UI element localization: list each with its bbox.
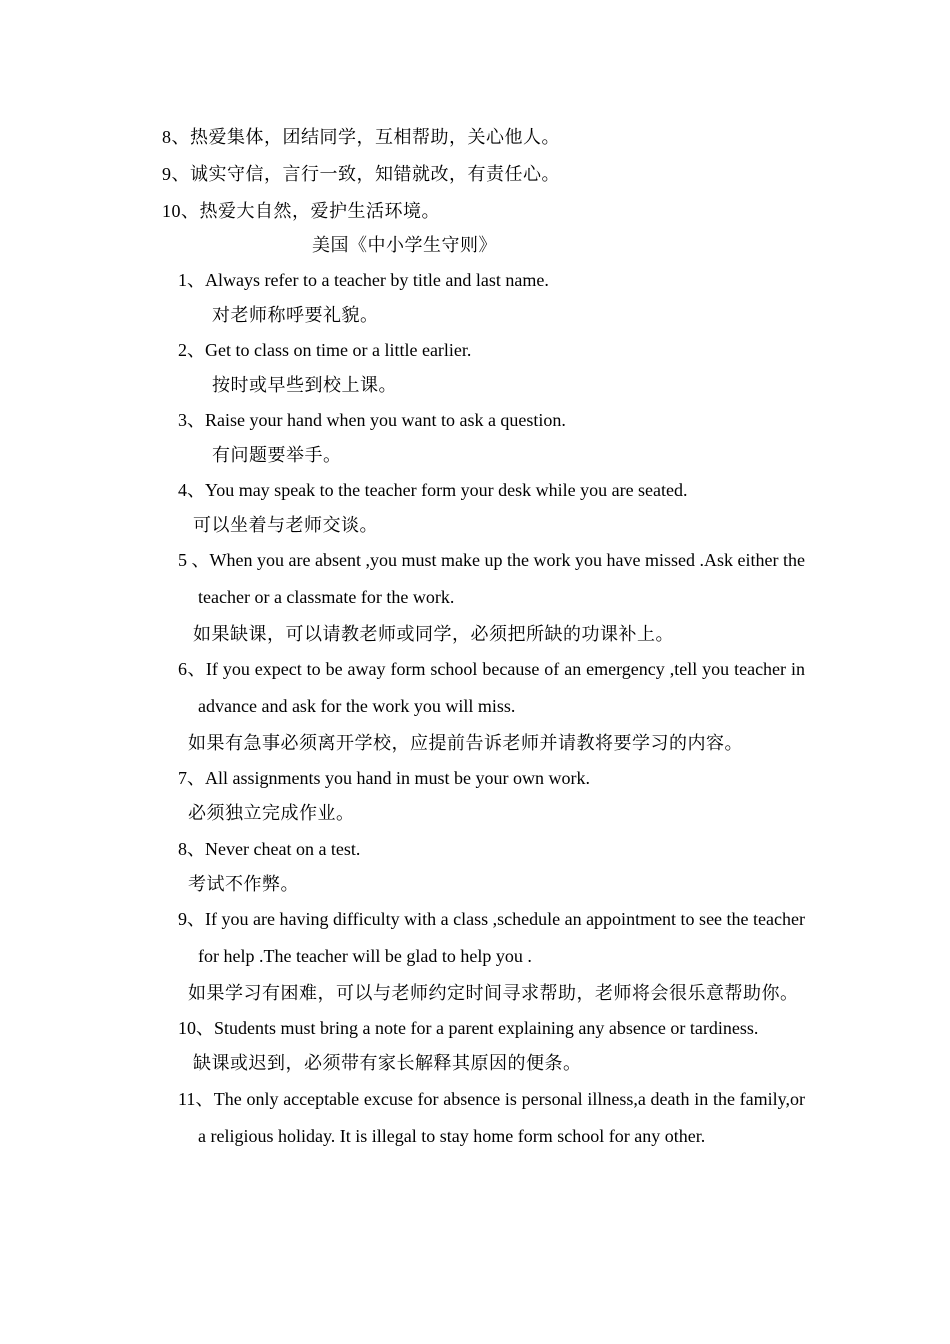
us-rule-2-en: 2、Get to class on time or a little earlier. (178, 340, 472, 360)
cn-rule-8: 8、热爱集体，团结同学，互相帮助，关心他人。 (162, 127, 560, 147)
us-rule-10-en: 10、Students must bring a note for a parent explaining any absence or tardiness. (178, 1018, 759, 1038)
us-rule-1-en: 1、Always refer to a teacher by title and last name. (178, 270, 549, 290)
us-rule-3-en: 3、Raise your hand when you want to ask a question. (178, 410, 566, 430)
us-rule-5-cn: 如果缺课，可以请教老师或同学，必须把所缺的功课补上。 (193, 624, 674, 644)
us-rule-8-en: 8、Never cheat on a test. (178, 839, 361, 859)
us-rule-5-en: 5 、When you are absent ,you must make up the work you have missed .Ask either the teacher or a classmate for the work. (178, 550, 805, 607)
us-rule-7-cn: 必须独立完成作业。 (188, 803, 355, 823)
us-rule-10-cn: 缺课或迟到，必须带有家长解释其原因的便条。 (193, 1053, 582, 1073)
us-rule-6-cn: 如果有急事必须离开学校，应提前告诉老师并请教将要学习的内容。 (188, 733, 743, 753)
us-rule-7-en: 7、All assignments you hand in must be your own work. (178, 768, 590, 788)
us-rule-3-cn: 有问题要举手。 (212, 445, 342, 465)
us-rule-4-en: 4、You may speak to the teacher form your desk while you are seated. (178, 480, 688, 500)
us-rule-2-cn: 按时或早些到校上课。 (212, 375, 397, 395)
cn-rule-10: 10、热爱大自然，爱护生活环境。 (162, 201, 440, 221)
us-rule-8-cn: 考试不作弊。 (188, 874, 299, 894)
us-rule-1-cn: 对老师称呼要礼貌。 (212, 305, 379, 325)
us-rule-9-cn: 如果学习有困难，可以与老师约定时间寻求帮助，老师将会很乐意帮助你。 (188, 983, 799, 1003)
us-rule-11-en: 11、The only acceptable excuse for absence is personal illness,a death in the family,or a religious holiday. It is illegal to stay home form school for any other. (178, 1089, 805, 1146)
section-title: 美国《中小学生守则》 (312, 235, 497, 255)
us-rule-9-en: 9、If you are having difficulty with a class ,schedule an appointment to see the teacher for help .The teacher will be glad to help you . (178, 909, 805, 966)
us-rule-4-cn: 可以坐着与老师交谈。 (193, 515, 378, 535)
cn-rule-9: 9、诚实守信，言行一致，知错就改，有责任心。 (162, 164, 560, 184)
us-rule-6-en: 6、If you expect to be away form school because of an emergency ,tell you teacher in advance and ask for the work you will miss. (178, 659, 805, 716)
